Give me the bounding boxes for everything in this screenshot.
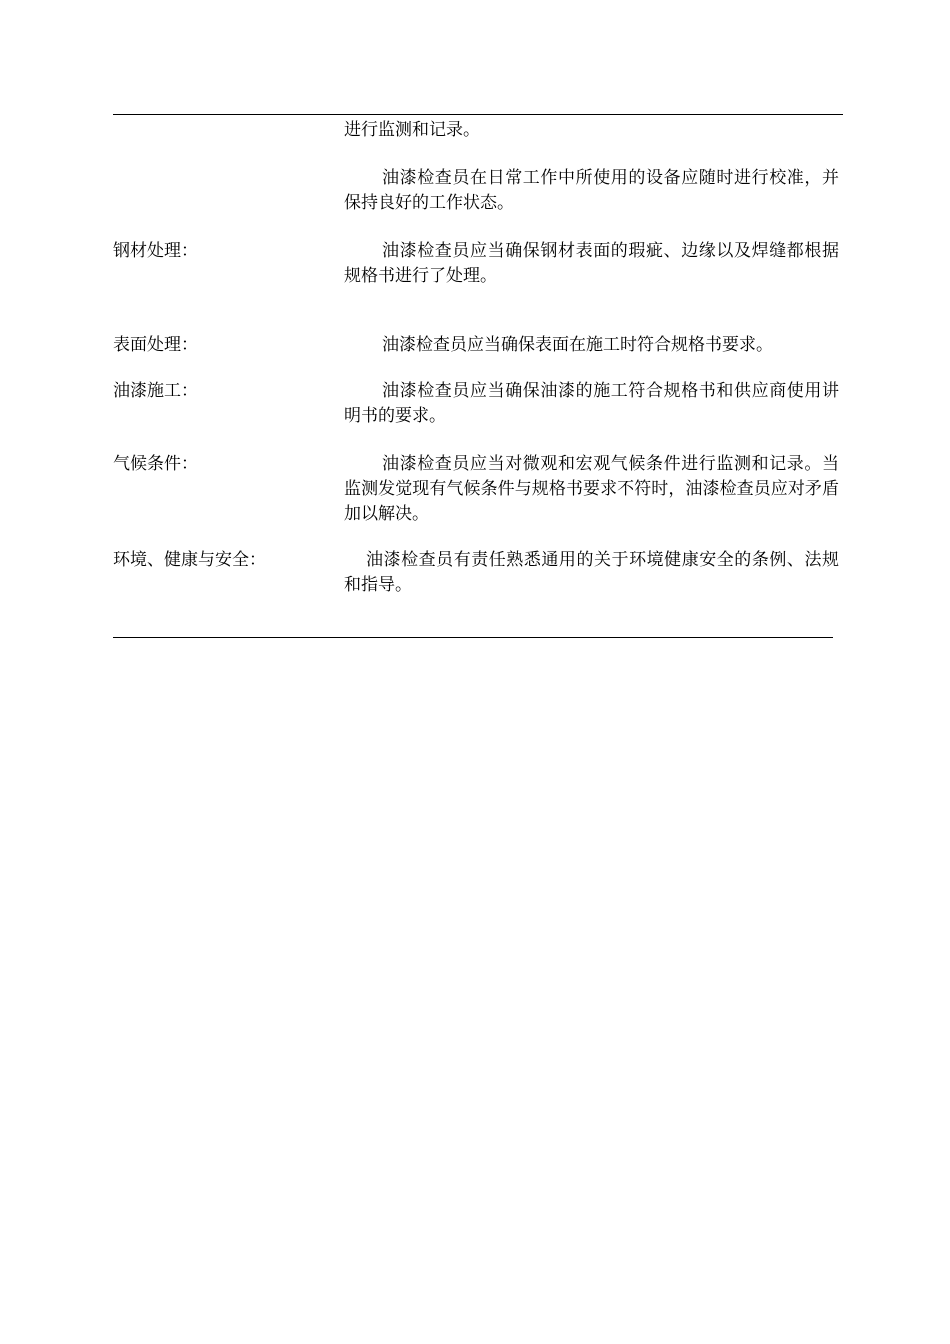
section-text: 油漆检查员应当确保油漆的施工符合规格书和供应商使用讲明书的要求。 [344, 381, 839, 426]
section-text: 油漆检查员应当确保表面在施工时符合规格书要求。 [382, 335, 773, 355]
section-text: 油漆检查员应当确保钢材表面的瑕疵、边缘以及焊缝都根据规格书进行了处理。 [344, 241, 839, 286]
section-label: 气候条件： [113, 454, 198, 474]
section-label: 钢材处理： [113, 241, 198, 261]
top-rule [113, 114, 843, 115]
section-label: 表面处理： [113, 335, 198, 355]
section-text: 油漆检查员有责任熟悉通用的关于环境健康安全的条例、法规和指导。 [344, 550, 839, 595]
bottom-rule [113, 637, 833, 638]
section-label: 油漆施工： [113, 381, 198, 401]
calibration-text: 油漆检查员在日常工作中所使用的设备应随时进行校准，并保持良好的工作状态。 [344, 168, 839, 213]
section-label: 环境、健康与安全： [113, 550, 266, 570]
section-text: 油漆检查员应当对微观和宏观气候条件进行监测和记录。当监测发觉现有气候条件与规格书要求不符时，油漆检查员应对矛盾加以解决。 [344, 454, 839, 524]
continuation-text: 进行监测和记录。 [344, 120, 480, 140]
